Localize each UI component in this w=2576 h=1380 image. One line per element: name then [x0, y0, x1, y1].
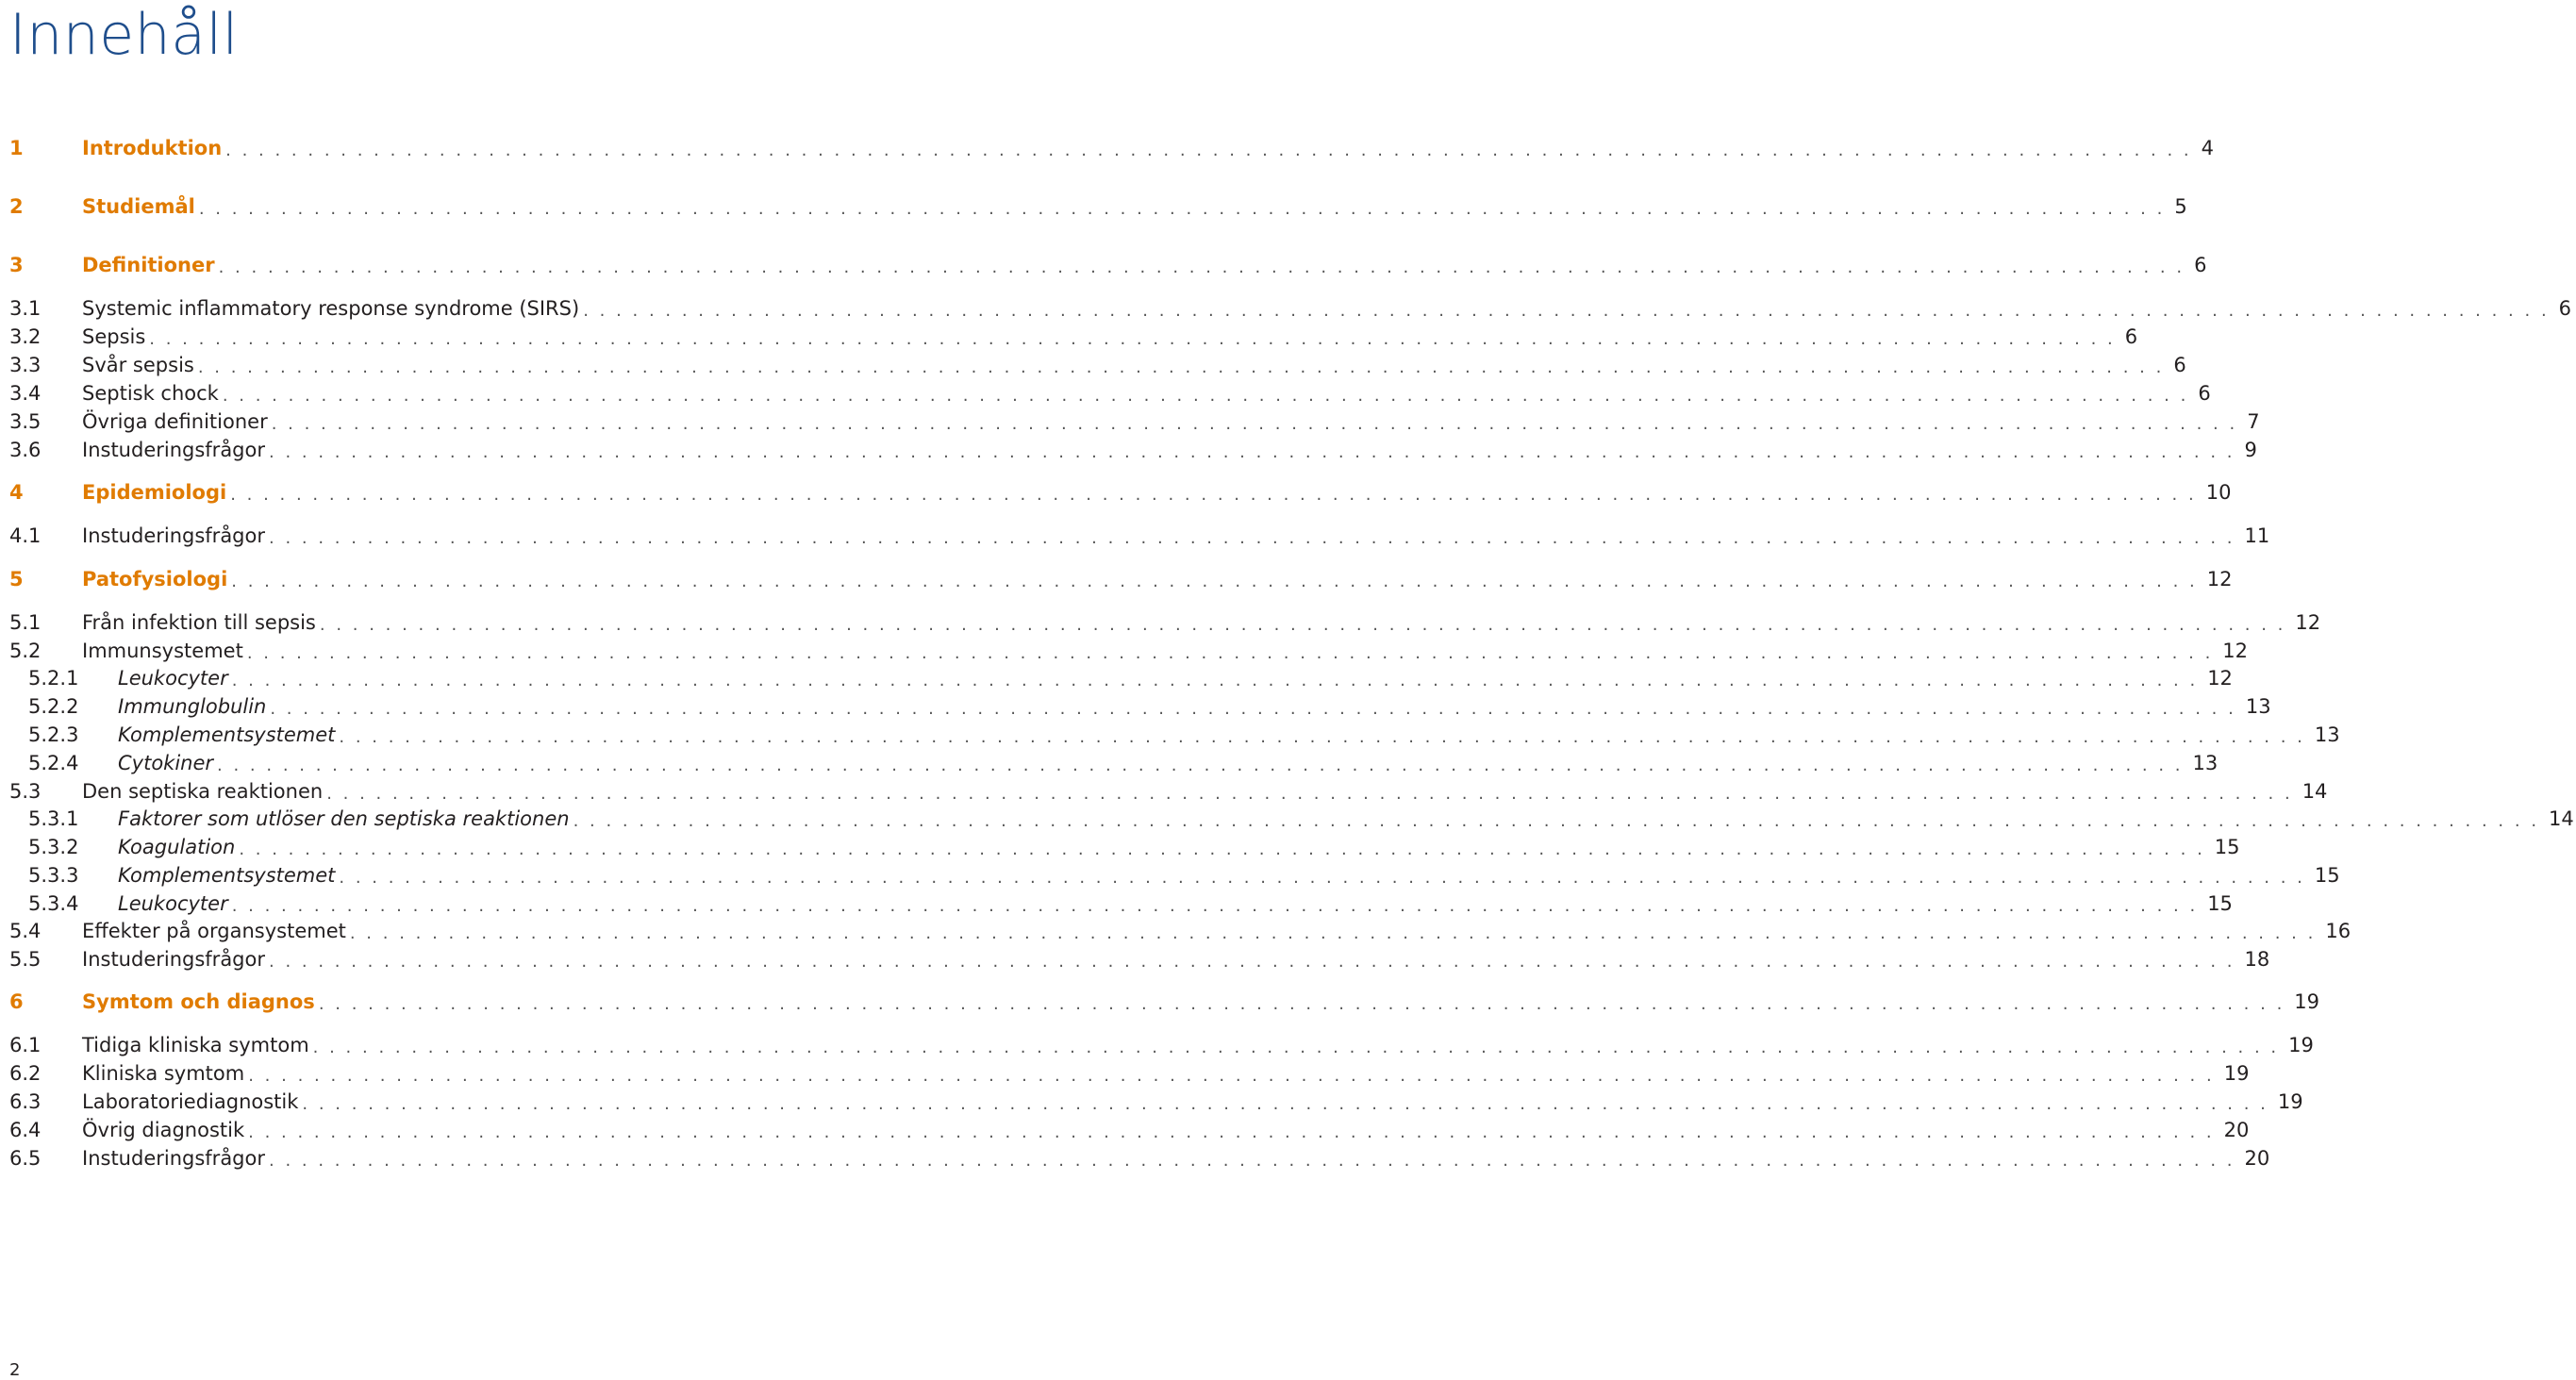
toc-entry-title: Instuderingsfrågor: [82, 439, 265, 461]
toc-entry[interactable]: [9, 833, 2240, 861]
toc-entry-number: 5.1: [9, 611, 42, 634]
toc-entry-title: Den septiska reaktionen: [82, 780, 324, 803]
toc-entry-page: 4: [2201, 137, 2215, 159]
dot-leader: . . . . . . . . . . . . . . . . . . . . . . . . . . . . . . . . . . . . . . . . . . . . . . . . . . . . . . . . . . . . . . . . . . . . . . . . . . . . . . . . . . . . . . . . . . . . . . . . . . . . . . . . . . . . . . . . . . . . . . . .: [573, 811, 2540, 831]
toc-entry-title: Introduktion: [82, 137, 223, 159]
toc-entry-page: 12: [2207, 667, 2233, 690]
dot-leader: . . . . . . . . . . . . . . . . . . . . . . . . . . . . . . . . . . . . . . . . . . . . . . . . . . . . . . . . . . . . . . . . . . . . . . . . . . . . . . . . . . . . . . . . . . . . . . . . . . . . . . . . . . . . . . . . . . . . . . . .: [217, 756, 2184, 775]
toc-entry[interactable]: [9, 777, 2328, 806]
toc-entry[interactable]: [9, 478, 2232, 507]
dot-leader: . . . . . . . . . . . . . . . . . . . . . . . . . . . . . . . . . . . . . . . . . . . . . . . . . . . . . . . . . . . . . . . . . . . . . . . . . . . . . . . . . . . . . . . . . . . . . . . . . . . . . . . . . . . . . . . . . . . . . . . .: [197, 357, 2165, 377]
dot-leader: . . . . . . . . . . . . . . . . . . . . . . . . . . . . . . . . . . . . . . . . . . . . . . . . . . . . . . . . . . . . . . . . . . . . . . . . . . . . . . . . . . . . . . . . . . . . . . . . . . . . . . . . . . . . . . . . . . . . . . . .: [231, 896, 2199, 916]
toc-entry-number: 5.4: [9, 920, 42, 942]
toc-entry-page: 6: [2194, 254, 2207, 276]
toc-entry[interactable]: [9, 608, 2321, 637]
toc-entry[interactable]: [9, 1088, 2303, 1116]
page-title: Innehåll: [9, 2, 239, 68]
dot-leader: . . . . . . . . . . . . . . . . . . . . . . . . . . . . . . . . . . . . . . . . . . . . . . . . . . . . . . . . . . . . . . . . . . . . . . . . . . . . . . . . . . . . . . . . . . . . . . . . . . . . . . . . . . . . . . . . . . . . . . . .: [222, 386, 2189, 406]
toc-entry-title: Leukocyter: [118, 667, 228, 690]
toc-entry[interactable]: [9, 664, 2233, 692]
toc-entry-page: 12: [2222, 640, 2249, 662]
toc-entry[interactable]: [9, 861, 2340, 890]
toc-entry-page: 10: [2205, 481, 2232, 504]
toc-entry-title: Cytokiner: [118, 752, 214, 774]
toc-entry-number: 5.3.2: [28, 836, 79, 858]
toc-entry[interactable]: [9, 134, 2215, 162]
toc-entry-number: 5.2.3: [28, 723, 79, 746]
toc-entry-title: Instuderingsfrågor: [82, 948, 265, 971]
toc-entry-page: 15: [2214, 836, 2240, 858]
toc-entry-title: Studiemål: [82, 195, 195, 218]
toc-entry-number: 5.3.4: [28, 892, 79, 915]
toc-entry-page: 6: [2124, 325, 2138, 348]
toc-entry-number: 5.2.4: [28, 752, 79, 774]
toc-entry-page: 5: [2174, 195, 2187, 218]
toc-entry-number: 5.2: [9, 640, 42, 662]
toc-entry-page: 13: [2192, 752, 2219, 774]
dot-leader: . . . . . . . . . . . . . . . . . . . . . . . . . . . . . . . . . . . . . . . . . . . . . . . . . . . . . . . . . . . . . . . . . . . . . . . . . . . . . . . . . . . . . . . . . . . . . . . . . . . . . . . . . . . . . . . . . . . . . . . .: [302, 1094, 2269, 1114]
dot-leader: . . . . . . . . . . . . . . . . . . . . . . . . . . . . . . . . . . . . . . . . . . . . . . . . . . . . . . . . . . . . . . . . . . . . . . . . . . . . . . . . . . . . . . . . . . . . . . . . . . . . . . . . . . . . . . . . . . . . . . . .: [269, 442, 2235, 462]
dot-leader: . . . . . . . . . . . . . . . . . . . . . . . . . . . . . . . . . . . . . . . . . . . . . . . . . . . . . . . . . . . . . . . . . . . . . . . . . . . . . . . . . . . . . . . . . . . . . . . . . . . . . . . . . . . . . . . . . . . . . . . .: [198, 199, 2166, 219]
dot-leader: . . . . . . . . . . . . . . . . . . . . . . . . . . . . . . . . . . . . . . . . . . . . . . . . . . . . . . . . . . . . . . . . . . . . . . . . . . . . . . . . . . . . . . . . . . . . . . . . . . . . . . . . . . . . . . . . . . . . . . . .: [312, 1038, 2280, 1057]
toc-entry-page: 12: [2295, 611, 2321, 634]
toc-entry-page: 14: [2302, 780, 2328, 803]
toc-entry-number: 6.3: [9, 1090, 42, 1113]
toc-entry-number: 3.6: [9, 439, 42, 461]
dot-leader: . . . . . . . . . . . . . . . . . . . . . . . . . . . . . . . . . . . . . . . . . . . . . . . . . . . . . . . . . . . . . . . . . . . . . . . . . . . . . . . . . . . . . . . . . . . . . . . . . . . . . . . . . . . . . . . . . . . . . . . .: [271, 414, 2238, 434]
toc-entry[interactable]: [9, 436, 2257, 464]
toc-entry[interactable]: [9, 323, 2138, 351]
dot-leader: . . . . . . . . . . . . . . . . . . . . . . . . . . . . . . . . . . . . . . . . . . . . . . . . . . . . . . . . . . . . . . . . . . . . . . . . . . . . . . . . . . . . . . . . . . . . . . . . . . . . . . . . . . . . . . . . . . . . . . . .: [230, 485, 2197, 505]
toc-entry[interactable]: [9, 351, 2186, 379]
toc-entry-page: 15: [2314, 864, 2340, 887]
toc-entry-number: 6.4: [9, 1119, 42, 1141]
toc-entry-number: 5.3.3: [28, 864, 79, 887]
toc-entry-number: 3.5: [9, 410, 42, 433]
toc-entry-number: 6.2: [9, 1062, 42, 1085]
toc-entry-page: 16: [2325, 920, 2352, 942]
toc-entry-title: Effekter på organsystemet: [82, 920, 346, 942]
toc-entry-page: 6: [2173, 354, 2186, 376]
dot-leader: . . . . . . . . . . . . . . . . . . . . . . . . . . . . . . . . . . . . . . . . . . . . . . . . . . . . . . . . . . . . . . . . . . . . . . . . . . . . . . . . . . . . . . . . . . . . . . . . . . . . . . . . . . . . . . . . . . . . . . . .: [326, 784, 2293, 804]
toc-entry-number: 3.3: [9, 354, 42, 376]
dot-leader: . . . . . . . . . . . . . . . . . . . . . . . . . . . . . . . . . . . . . . . . . . . . . . . . . . . . . . . . . . . . . . . . . . . . . . . . . . . . . . . . . . . . . . . . . . . . . . . . . . . . . . . . . . . . . . . . . . . . . . . .: [339, 868, 2305, 888]
toc-entry-number: 5.3: [9, 780, 42, 803]
toc-entry-title: Systemic inflammatory response syndrome (SIRS): [82, 297, 580, 320]
toc-entry-number: 4: [9, 481, 24, 504]
toc-entry-title: Leukocyter: [118, 892, 228, 915]
dot-leader: . . . . . . . . . . . . . . . . . . . . . . . . . . . . . . . . . . . . . . . . . . . . . . . . . . . . . . . . . . . . . . . . . . . . . . . . . . . . . . . . . . . . . . . . . . . . . . . . . . . . . . . . . . . . . . . . . . . . . . . .: [270, 699, 2236, 719]
toc-entry[interactable]: [9, 988, 2320, 1016]
toc-entry-title: Komplementsystemet: [118, 723, 336, 746]
toc-entry[interactable]: [9, 1031, 2314, 1059]
toc-entry-number: 5.2.2: [28, 695, 79, 718]
toc-entry-page: 15: [2207, 892, 2233, 915]
toc-entry-page: 20: [2223, 1119, 2250, 1141]
toc-entry[interactable]: [9, 1144, 2270, 1172]
toc-entry-page: 19: [2277, 1090, 2303, 1113]
toc-entry[interactable]: [9, 945, 2270, 973]
toc-entry-page: 20: [2244, 1147, 2270, 1170]
toc-entry-page: 6: [2558, 297, 2572, 320]
toc-entry[interactable]: [9, 721, 2340, 749]
toc-entry[interactable]: [9, 1116, 2250, 1144]
toc-entry-title: Definitioner: [82, 254, 215, 276]
dot-leader: . . . . . . . . . . . . . . . . . . . . . . . . . . . . . . . . . . . . . . . . . . . . . . . . . . . . . . . . . . . . . . . . . . . . . . . . . . . . . . . . . . . . . . . . . . . . . . . . . . . . . . . . . . . . . . . . . . . . . . . .: [248, 1122, 2215, 1142]
toc-entry-title: Patofysiologi: [82, 568, 228, 590]
dot-leader: . . . . . . . . . . . . . . . . . . . . . . . . . . . . . . . . . . . . . . . . . . . . . . . . . . . . . . . . . . . . . . . . . . . . . . . . . . . . . . . . . . . . . . . . . . . . . . . . . . . . . . . . . . . . . . . . . . . . . . . .: [248, 1066, 2215, 1086]
toc-entry[interactable]: [9, 565, 2233, 593]
toc-entry-title: Svår sepsis: [82, 354, 194, 376]
toc-entry-page: 19: [2294, 990, 2320, 1013]
dot-leader: . . . . . . . . . . . . . . . . . . . . . . . . . . . . . . . . . . . . . . . . . . . . . . . . . . . . . . . . . . . . . . . . . . . . . . . . . . . . . . . . . . . . . . . . . . . . . . . . . . . . . . . . . . . . . . . . . . . . . . . .: [218, 258, 2185, 277]
toc-entry-number: 3.1: [9, 297, 42, 320]
toc-entry[interactable]: [9, 294, 2572, 323]
toc-entry-page: 19: [2223, 1062, 2250, 1085]
dot-leader: . . . . . . . . . . . . . . . . . . . . . . . . . . . . . . . . . . . . . . . . . . . . . . . . . . . . . . . . . . . . . . . . . . . . . . . . . . . . . . . . . . . . . . . . . . . . . . . . . . . . . . . . . . . . . . . . . . . . . . . .: [231, 572, 2198, 591]
toc-entry-title: Symtom och diagnos: [82, 990, 315, 1013]
toc-entry-page: 7: [2247, 410, 2260, 433]
toc-entry-title: Kliniska symtom: [82, 1062, 245, 1085]
toc-entry-title: Septisk chock: [82, 382, 219, 405]
toc-entry-title: Faktorer som utlöser den septiska reaktionen: [118, 807, 570, 830]
toc-entry[interactable]: [9, 917, 2352, 945]
toc-entry-number: 6.1: [9, 1034, 42, 1056]
toc-entry-title: Komplementsystemet: [118, 864, 336, 887]
toc-entry-title: Immunsystemet: [82, 640, 243, 662]
toc-entry-page: 18: [2244, 948, 2270, 971]
toc-entry-title: Övriga definitioner: [82, 410, 268, 433]
toc-entry-number: 5.3.1: [28, 807, 79, 830]
toc-entry-title: Koagulation: [118, 836, 236, 858]
toc-entry-number: 3.4: [9, 382, 42, 405]
toc-entry-number: 3: [9, 254, 24, 276]
toc-entry-number: 5.2.1: [28, 667, 79, 690]
toc-entry[interactable]: [9, 1059, 2250, 1088]
toc-entry-number: 1: [9, 137, 24, 159]
toc-entry-number: 6.5: [9, 1147, 42, 1170]
dot-leader: . . . . . . . . . . . . . . . . . . . . . . . . . . . . . . . . . . . . . . . . . . . . . . . . . . . . . . . . . . . . . . . . . . . . . . . . . . . . . . . . . . . . . . . . . . . . . . . . . . . . . . . . . . . . . . . . . . . . . . . .: [269, 528, 2235, 548]
toc-entry-title: Tidiga kliniska symtom: [82, 1034, 309, 1056]
toc-entry[interactable]: [9, 890, 2233, 918]
toc-entry-title: Instuderingsfrågor: [82, 1147, 265, 1170]
dot-leader: . . . . . . . . . . . . . . . . . . . . . . . . . . . . . . . . . . . . . . . . . . . . . . . . . . . . . . . . . . . . . . . . . . . . . . . . . . . . . . . . . . . . . . . . . . . . . . . . . . . . . . . . . . . . . . . . . . . . . . . .: [149, 329, 2116, 349]
toc-entry-number: 2: [9, 195, 24, 218]
toc-entry-page: 14: [2549, 807, 2574, 830]
dot-leader: . . . . . . . . . . . . . . . . . . . . . . . . . . . . . . . . . . . . . . . . . . . . . . . . . . . . . . . . . . . . . . . . . . . . . . . . . . . . . . . . . . . . . . . . . . . . . . . . . . . . . . . . . . . . . . . . . . . . . . . .: [246, 643, 2214, 663]
toc-entry-number: 3.2: [9, 325, 42, 348]
page-number: 2: [9, 1360, 21, 1380]
toc-entry-page: 6: [2198, 382, 2211, 405]
toc-entry-title: Instuderingsfrågor: [82, 524, 265, 547]
toc-entry[interactable]: [9, 251, 2207, 279]
toc-entry[interactable]: [9, 192, 2187, 221]
dot-leader: . . . . . . . . . . . . . . . . . . . . . . . . . . . . . . . . . . . . . . . . . . . . . . . . . . . . . . . . . . . . . . . . . . . . . . . . . . . . . . . . . . . . . . . . . . . . . . . . . . . . . . . . . . . . . . . . . . . . . . . .: [319, 615, 2286, 635]
dot-leader: . . . . . . . . . . . . . . . . . . . . . . . . . . . . . . . . . . . . . . . . . . . . . . . . . . . . . . . . . . . . . . . . . . . . . . . . . . . . . . . . . . . . . . . . . . . . . . . . . . . . . . . . . . . . . . . . . . . . . . . .: [583, 301, 2550, 321]
toc-entry-title: Laboratoriediagnostik: [82, 1090, 299, 1113]
dot-leader: . . . . . . . . . . . . . . . . . . . . . . . . . . . . . . . . . . . . . . . . . . . . . . . . . . . . . . . . . . . . . . . . . . . . . . . . . . . . . . . . . . . . . . . . . . . . . . . . . . . . . . . . . . . . . . . . . . . . . . . .: [231, 671, 2199, 690]
dot-leader: . . . . . . . . . . . . . . . . . . . . . . . . . . . . . . . . . . . . . . . . . . . . . . . . . . . . . . . . . . . . . . . . . . . . . . . . . . . . . . . . . . . . . . . . . . . . . . . . . . . . . . . . . . . . . . . . . . . . . . . .: [349, 923, 2317, 943]
toc-entry[interactable]: [9, 749, 2219, 777]
toc-entry[interactable]: [9, 379, 2211, 407]
toc-entry-title: Sepsis: [82, 325, 146, 348]
dot-leader: . . . . . . . . . . . . . . . . . . . . . . . . . . . . . . . . . . . . . . . . . . . . . . . . . . . . . . . . . . . . . . . . . . . . . . . . . . . . . . . . . . . . . . . . . . . . . . . . . . . . . . . . . . . . . . . . . . . . . . . .: [339, 727, 2305, 747]
dot-leader: . . . . . . . . . . . . . . . . . . . . . . . . . . . . . . . . . . . . . . . . . . . . . . . . . . . . . . . . . . . . . . . . . . . . . . . . . . . . . . . . . . . . . . . . . . . . . . . . . . . . . . . . . . . . . . . . . . . . . . . .: [225, 141, 2192, 160]
toc-entry-number: 5.5: [9, 948, 42, 971]
dot-leader: . . . . . . . . . . . . . . . . . . . . . . . . . . . . . . . . . . . . . . . . . . . . . . . . . . . . . . . . . . . . . . . . . . . . . . . . . . . . . . . . . . . . . . . . . . . . . . . . . . . . . . . . . . . . . . . . . . . . . . . .: [269, 952, 2235, 972]
toc-entry-number: 4.1: [9, 524, 42, 547]
toc-entry[interactable]: [9, 692, 2271, 721]
toc-entry-page: 19: [2288, 1034, 2314, 1056]
dot-leader: . . . . . . . . . . . . . . . . . . . . . . . . . . . . . . . . . . . . . . . . . . . . . . . . . . . . . . . . . . . . . . . . . . . . . . . . . . . . . . . . . . . . . . . . . . . . . . . . . . . . . . . . . . . . . . . . . . . . . . . .: [239, 840, 2205, 859]
toc-entry-title: Immunglobulin: [118, 695, 267, 718]
toc-entry-number: 5: [9, 568, 24, 590]
dot-leader: . . . . . . . . . . . . . . . . . . . . . . . . . . . . . . . . . . . . . . . . . . . . . . . . . . . . . . . . . . . . . . . . . . . . . . . . . . . . . . . . . . . . . . . . . . . . . . . . . . . . . . . . . . . . . . . . . . . . . . . .: [269, 1151, 2235, 1171]
toc-entry-page: 11: [2244, 524, 2270, 547]
toc-entry[interactable]: [9, 637, 2249, 665]
dot-leader: . . . . . . . . . . . . . . . . . . . . . . . . . . . . . . . . . . . . . . . . . . . . . . . . . . . . . . . . . . . . . . . . . . . . . . . . . . . . . . . . . . . . . . . . . . . . . . . . . . . . . . . . . . . . . . . . . . . . . . . .: [318, 994, 2285, 1014]
toc-entry[interactable]: [9, 805, 2574, 833]
toc-entry-page: 12: [2206, 568, 2233, 590]
toc-entry-title: Från infektion till sepsis: [82, 611, 316, 634]
toc-entry[interactable]: [9, 407, 2260, 436]
toc-entry-title: Epidemiologi: [82, 481, 227, 504]
toc-entry-page: 9: [2244, 439, 2257, 461]
toc-entry-page: 13: [2314, 723, 2340, 746]
toc-entry-title: Övrig diagnostik: [82, 1119, 245, 1141]
toc-entry[interactable]: [9, 522, 2270, 550]
toc-entry-page: 13: [2245, 695, 2271, 718]
toc-entry-number: 6: [9, 990, 24, 1013]
